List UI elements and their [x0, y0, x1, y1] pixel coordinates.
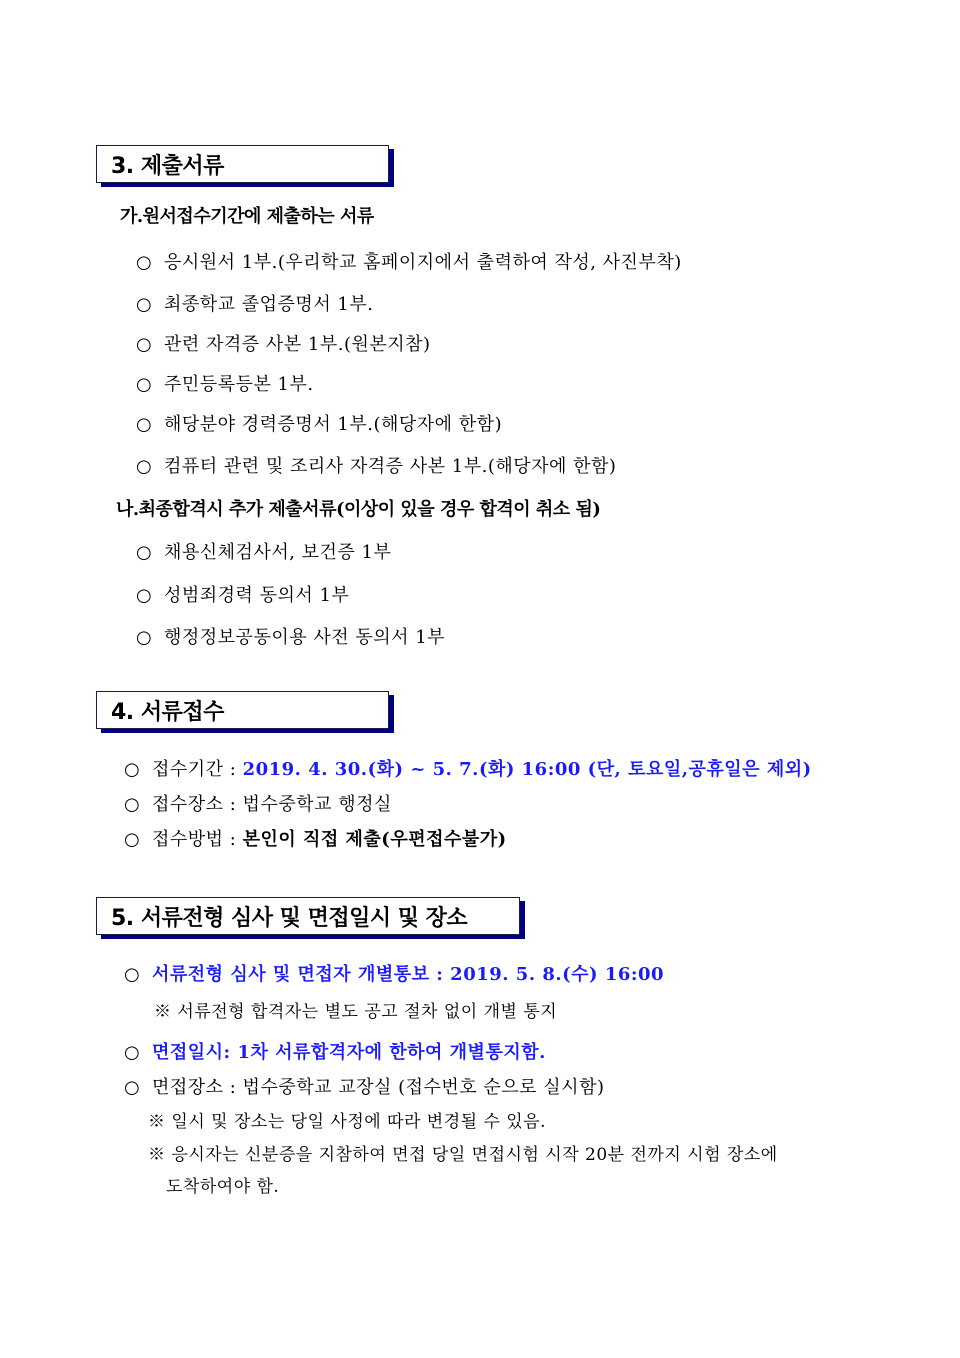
list-item: ○ 컴퓨터 관련 및 조리사 자격증 사본 1부.(해당자에 한함) [136, 456, 617, 477]
subheading-a: 가.원서접수기간에 제출하는 서류 [120, 206, 374, 227]
list-item-notice: ○ 서류전형 심사 및 면접자 개별통보 : 2019. 5. 8.(수) 16:00 [124, 964, 665, 985]
section-3-title: 3. 제출서류 [111, 154, 224, 179]
list-item: ○ 주민등록등본 1부. [136, 374, 314, 395]
list-item-period: ○ 접수기간 : 2019. 4. 30.(화) ~ 5. 7.(화) 16:00 (단, 토요일,공휴일은 제외) [124, 759, 812, 780]
section-4-header [96, 691, 389, 729]
method-value: 본인이 직접 제출(우편접수불가) [242, 829, 507, 850]
section-5-header [96, 897, 520, 935]
period-value: 2019. 4. 30.(화) ~ 5. 7.(화) 16:00 (단, 토요일,공휴일은 제외) [242, 759, 812, 780]
section-3-header [96, 145, 389, 183]
note-2-continued: 도착하여야 함. [166, 1177, 280, 1197]
list-item: ○ 관련 자격증 사본 1부.(원본지참) [136, 334, 431, 355]
note-1: ※ 일시 및 장소는 당일 사정에 따라 변경될 수 있음. [148, 1112, 547, 1132]
section-5-title: 5. 서류전형 심사 및 면접일시 및 장소 [111, 906, 468, 931]
list-item-method: ○ 접수방법 : 본인이 직접 제출(우편접수불가) [124, 829, 507, 850]
subheading-b: 나.최종합격시 추가 제출서류(이상이 있을 경우 합격이 취소 됨) [116, 499, 601, 520]
list-item-interview: ○ 면접일시: 1차 서류합격자에 한하여 개별통지함. [124, 1042, 546, 1063]
list-item: ○ 해당분야 경력증명서 1부.(해당자에 한함) [136, 414, 503, 435]
list-item-place: ○ 접수장소 : 법수중학교 행정실 [124, 794, 392, 815]
note-2: ※ 응시자는 신분증을 지참하여 면접 당일 면접시험 시작 20분 전까지 시험 장소에 [148, 1145, 778, 1165]
list-item: ○ 최종학교 졸업증명서 1부. [136, 294, 374, 315]
section-4-title: 4. 서류접수 [111, 700, 224, 725]
list-item: ○ 채용신체검사서, 보건증 1부 [136, 542, 392, 563]
list-item-location: ○ 면접장소 : 법수중학교 교장실 (접수번호 순으로 실시함) [124, 1077, 605, 1098]
list-item: ○ 성범죄경력 동의서 1부 [136, 585, 350, 606]
list-item: ○ 응시원서 1부.(우리학교 홈페이지에서 출력하여 작성, 사진부착) [136, 252, 682, 273]
list-item: ○ 행정정보공동이용 사전 동의서 1부 [136, 627, 446, 648]
notice-note: ※ 서류전형 합격자는 별도 공고 절차 없이 개별 통지 [154, 1002, 558, 1022]
